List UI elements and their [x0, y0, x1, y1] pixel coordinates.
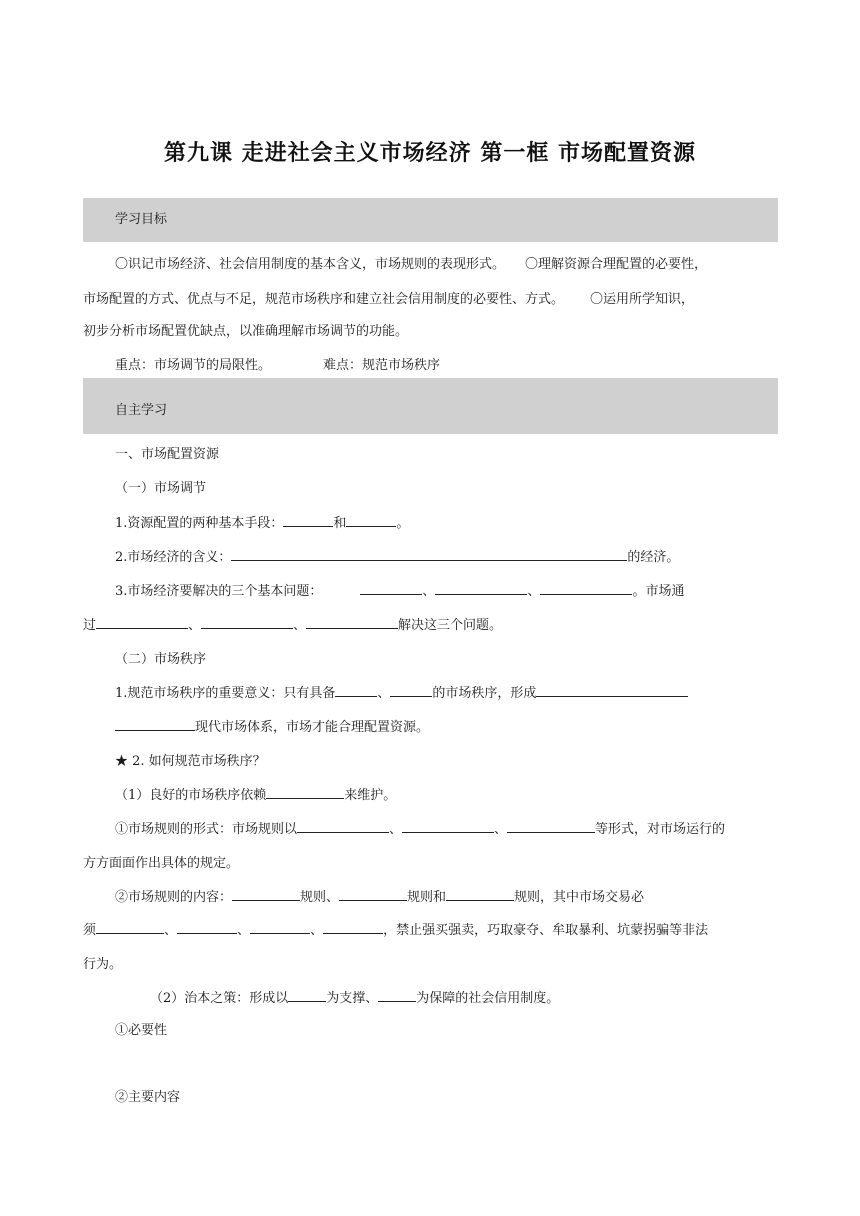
- fill-blank[interactable]: [96, 616, 188, 629]
- q2-text-b: 的经济。: [627, 550, 680, 565]
- q4-text-a: 1.规范市场秩序的重要意义：只有具备: [115, 686, 336, 701]
- section-header-goals-label: 学习目标: [115, 212, 168, 227]
- fill-blank[interactable]: [283, 514, 333, 527]
- fill-blank[interactable]: [231, 548, 627, 561]
- difficulty-point: 难点：规范市场秩序: [323, 358, 441, 373]
- q7-text-e: 须: [83, 923, 97, 938]
- fill-blank[interactable]: [201, 616, 293, 629]
- subheading-market-order: （二）市场秩序: [115, 652, 207, 667]
- fill-blank[interactable]: [335, 684, 377, 697]
- q1-text-c: 。: [396, 516, 410, 531]
- fill-blank[interactable]: [96, 921, 164, 934]
- question-5-1: [115, 784, 815, 803]
- fill-blank[interactable]: [323, 921, 383, 934]
- question-7-cont: [83, 919, 783, 938]
- fill-blank[interactable]: [266, 786, 344, 799]
- q6-sep-2: 、: [494, 822, 508, 837]
- fill-blank[interactable]: [288, 989, 326, 1002]
- fill-blank[interactable]: [346, 514, 396, 527]
- item-necessity: ①必要性: [115, 1023, 168, 1038]
- section-header-study: [83, 378, 778, 434]
- fill-blank[interactable]: [306, 616, 398, 629]
- question-4: [115, 682, 815, 701]
- goal-line-3: [83, 320, 783, 339]
- question-1: [115, 512, 815, 531]
- item-main-content: ②主要内容: [115, 1090, 181, 1105]
- fill-blank[interactable]: [177, 921, 237, 934]
- subheading-market-regulation: （一）市场调节: [115, 481, 207, 496]
- document-title: 第九课 走进社会主义市场经济 第一框 市场配置资源: [164, 141, 696, 166]
- key-points-line: [115, 354, 815, 373]
- goal-line-2: [83, 288, 783, 307]
- fill-blank[interactable]: [115, 718, 195, 731]
- q1-text-a: 1.资源配置的两种基本手段：: [115, 516, 284, 531]
- section-header-goals: [83, 198, 778, 242]
- fill-blank[interactable]: [402, 820, 494, 833]
- q3-text-b: 。市场通: [632, 584, 685, 599]
- fill-blank[interactable]: [360, 582, 422, 595]
- fill-blank[interactable]: [297, 820, 389, 833]
- q6-text-b: 等形式，对市场运行的: [595, 822, 726, 837]
- fill-blank[interactable]: [540, 582, 632, 595]
- fill-blank[interactable]: [536, 684, 688, 697]
- fill-blank[interactable]: [390, 684, 432, 697]
- q7-text-a: ②市场规则的内容：: [115, 890, 233, 905]
- q3-sep-4: 、: [293, 618, 307, 633]
- q3-text-a: 3.市场经济要解决的三个基本问题：: [115, 584, 323, 599]
- q3-sep-3: 、: [188, 618, 202, 633]
- key-point: 重点：市场调节的局限性。: [115, 358, 272, 373]
- section-header-study-label: 自主学习: [115, 403, 168, 418]
- q3-sep-2: 、: [527, 584, 541, 599]
- goal-text-1a: 〇识记市场经济、社会信用制度的基本含义，市场规则的表现形式。: [115, 257, 506, 272]
- q7-sep-1: 、: [164, 923, 178, 938]
- q3-text-c: 过: [83, 618, 97, 633]
- q8-text-a: （2）治本之策：形成以: [150, 991, 289, 1006]
- q3-sep-1: 、: [422, 584, 436, 599]
- question-3-cont: [83, 614, 783, 633]
- question-4-cont: [115, 716, 815, 735]
- fill-blank[interactable]: [435, 582, 527, 595]
- q2-text-a: 2.市场经济的含义：: [115, 550, 232, 565]
- question-3: [115, 580, 815, 599]
- q8-text-b: 为支撑、: [326, 991, 379, 1006]
- q7-text-f: ，禁止强买强卖，巧取豪夺、牟取暴利、坑蒙拐骗等非法: [383, 923, 709, 938]
- question-2: [115, 546, 815, 565]
- fill-blank[interactable]: [446, 888, 514, 901]
- fill-blank[interactable]: [232, 888, 300, 901]
- q7-sep-2: 、: [237, 923, 251, 938]
- question-7-end: 行为。: [83, 957, 123, 972]
- fill-blank[interactable]: [378, 989, 416, 1002]
- q5-1-text-a: （1）良好的市场秩序依赖: [115, 788, 267, 803]
- q3-text-d: 解决这三个问题。: [398, 618, 503, 633]
- q4-text-c: 现代市场体系，市场才能合理配置资源。: [195, 720, 430, 735]
- goal-text-1b: 〇理解资源合理配置的必要性，: [525, 257, 708, 272]
- heading-market-allocation: 一、市场配置资源: [115, 447, 220, 462]
- question-6-cont: 方方面面作出具体的规定。: [83, 856, 240, 871]
- fill-blank[interactable]: [507, 820, 595, 833]
- question-6: [115, 818, 815, 837]
- q6-text-a: ①市场规则的形式：市场规则以: [115, 822, 298, 837]
- q7-text-c: 规则和: [407, 890, 447, 905]
- q1-text-b: 和: [333, 516, 347, 531]
- goal-line-1: [115, 253, 815, 272]
- q6-sep-1: 、: [389, 822, 403, 837]
- goal-text-2a: 市场配置的方式、优点与不足，规范市场秩序和建立社会信用制度的必要性、方式。: [83, 292, 565, 307]
- q7-text-d: 规则，其中市场交易必: [514, 890, 645, 905]
- q4-sep: 、: [377, 686, 391, 701]
- question-5: ★ 2. 如何规范市场秩序？: [115, 754, 266, 769]
- question-8: [150, 987, 850, 1006]
- question-7: [115, 886, 815, 905]
- goal-text-3: 初步分析市场配置优缺点，以准确理解市场调节的功能。: [83, 324, 409, 339]
- q4-text-b: 的市场秩序，形成: [432, 686, 537, 701]
- q7-text-b: 规则、: [300, 890, 340, 905]
- q7-sep-3: 、: [310, 923, 324, 938]
- q8-text-c: 为保障的社会信用制度。: [416, 991, 560, 1006]
- goal-text-2b: 〇运用所学知识，: [590, 292, 695, 307]
- q5-1-text-b: 来维护。: [344, 788, 397, 803]
- fill-blank[interactable]: [339, 888, 407, 901]
- fill-blank[interactable]: [250, 921, 310, 934]
